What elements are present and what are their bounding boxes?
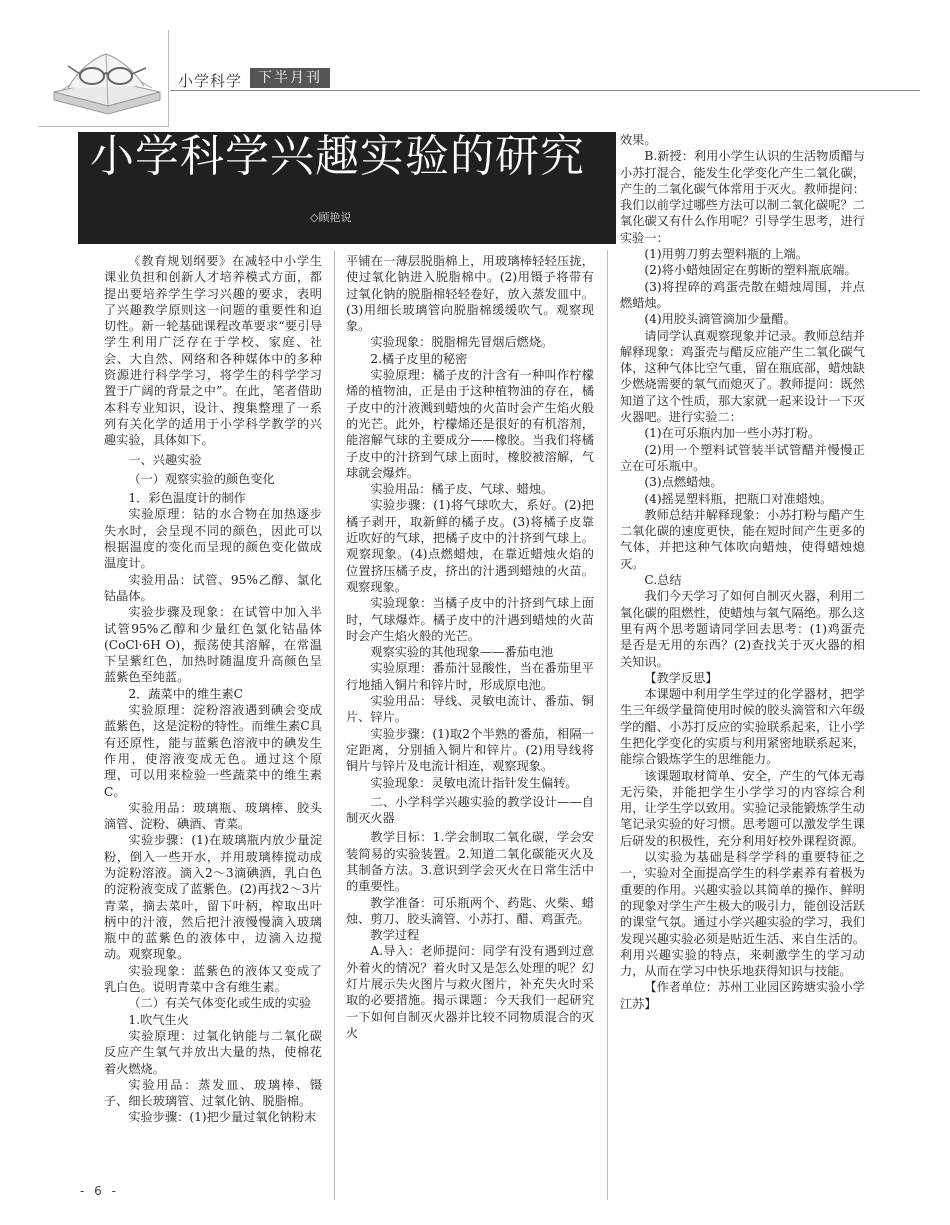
paragraph: 实验用品：导线、灵敏电流计、番茄、铜片、锌片。 (346, 694, 594, 725)
book-glasses-icon (48, 40, 166, 120)
paragraph: 实验原理：钴的水合物在加热逐步失水时，会呈现不同的颜色，因此可以根据温度的变化而呈现的颜色变化做成温度计。 (104, 507, 322, 571)
list-item: (3)将捏碎的鸡蛋壳散在蜡烛周围，并点燃蜡烛。 (620, 279, 865, 310)
page-number: - 6 - (80, 1184, 119, 1198)
paragraph: 教师总结并解释现象：小苏打粉与醋产生二氧化碳的速度更快，能在短时间产生更多的气体，并把这种气体吹向蜡烛，使得蜡烛熄灭。 (620, 507, 865, 571)
paragraph: 实验原理：过氧化钠能与二氧化碳反应产生氧气并放出大量的热，使棉花着火燃烧。 (104, 1028, 322, 1076)
item-heading: 2.橘子皮里的秘密 (370, 351, 468, 366)
paragraph: 实验原理：橘子皮的汁含有一种叫作柠檬烯的植物油，正是由于这种植物油的存在，橘子皮中的汁液溅到蜡烛的火苗时会产生焰火般的光芒。此外，柠檬烯还是很好的有机溶剂，能溶解气球的主要成分——橡胶。当我们将橘子皮中的汁挤到气球上面时，橡胶被溶解，气球就会爆炸。 (346, 368, 594, 480)
paragraph: 我们今天学习了如何自制灭火器，利用二氧化碳的阻燃性，使蜡烛与氧气隔绝。那么这里有两个思考题请同学回去思考：(1)鸡蛋壳是否是无用的东西？(2)查找关于灭火器的相关知识。 (620, 589, 865, 669)
text-column-3 (620, 132, 865, 1202)
author-affiliation: 【作者单位：苏州工业园区跨塘实验小学 江苏】 (620, 980, 865, 1011)
paragraph: 实验现象：蓝紫色的液体又变成了乳白色。说明青菜中含有维生素。 (104, 963, 322, 995)
list-item: (2)将小蜡烛固定在剪断的塑料瓶底端。 (644, 263, 857, 278)
section-heading: 一、兴趣实验 (128, 452, 202, 467)
title-banner (78, 132, 616, 244)
paragraph: 实验原理：淀粉溶液遇到碘会变成蓝紫色，这是淀粉的特性。而维生素C具有还原性，能与蓝紫色溶液中的碘发生作用，使溶液变成无色。通过这个原理，可以用来检验一些蔬菜中的维生素C。 (104, 703, 322, 799)
subsection-heading: （二）有关气体变化或生成的实验 (128, 996, 312, 1011)
paragraph: 以实验为基础是科学学科的重要特征之一，实验对全面提高学生的科学素养有着极为重要的作用。兴趣实验以其简单的操作、鲜明的现象对学生产生极大的吸引力，能创设活跃的课堂气氛。通过小学兴趣实验的学习，我们发现兴趣实验必须是贴近生活、来自生活的。利用兴趣实验的特点，来刺激学生的学习动力，从而在学习中快乐地获得知识与技能。 (620, 850, 865, 979)
item-heading: 教学过程 (370, 928, 420, 943)
paragraph: 效果。 (620, 133, 657, 147)
paragraph: 实验步骤：(1)将气球吹大，系好。(2)把橘子剥开，取新鲜的橘子皮。(3)将橘子皮靠近吹好的气球，把橘子皮中的汁挤到气球上。观察现象。(4)点燃蜡烛，在靠近蜡烛火焰的位置挤压橘子皮，挤出的汁遇到蜡烛的火苗。观察现象。 (346, 498, 594, 594)
item-heading: 1．彩色温度计的制作 (128, 491, 246, 506)
item-heading: 2．蔬菜中的维生素C (128, 686, 243, 701)
list-item: (4)用胶头滴管滴加少量醋。 (644, 312, 796, 327)
text-column-2 (346, 253, 594, 1201)
issue-badge: 下半月刊 (250, 68, 330, 88)
paragraph: 本课题中利用学生学过的化学器材，把学生三年级学量筒使用时候的胶头滴管和六年级学的醋、小苏打反应的实验联系起来，让小学生把化学变化的实质与利用紧密地联系起来，能综合锻炼学生的思维能力。 (620, 687, 865, 767)
paragraph: 实验用品：试管、95%乙醇、氯化钴晶体。 (104, 572, 322, 603)
paragraph: 平铺在一薄层脱脂棉上，用玻璃棒轻轻压拢，使过氧化钠进入脱脂棉中。(2)用镊子将带有过氧化钠的脱脂棉轻轻卷好，放入蒸发皿中。(3)用细长玻璃管向脱脂棉缓缓吹气。观察现象。 (346, 254, 594, 334)
item-heading: 观察实验的其他现象——番茄电池 (370, 645, 554, 660)
paragraph: 实验步骤及现象：在试管中加入半试管95%乙醇和少量红色氯化钴晶体(CoCl·6H O)，振荡使其溶解，在常温下呈紫红色，加热时随温度升高颜色呈蓝紫色至纯蓝。 (104, 605, 322, 685)
paragraph: 该课题取材简单、安全，产生的气体无毒无污染，并能把学生小学学习的内容综合利用，让学生学以致用。实验记录能锻炼学生动笔记录实验的好习惯。思考题可以激发学生课后研发的积极性，充分利用好校外课程资源。 (620, 768, 865, 848)
list-item: (1)用剪刀剪去塑料瓶的上端。 (644, 247, 808, 262)
paragraph: A.导入：老师提问：同学有没有遇到过意外着火的情况？着火时又是怎么处理的呢？幻灯片展示失火图片与救火图片，补充失火时采取的必要措施。揭示课题：今天我们一起研究一下如何自制灭火器并比较不同物质混合的灭火 (346, 944, 594, 1040)
paragraph: 实验用品：橘子皮、气球、蜡烛。 (370, 482, 554, 497)
paragraph: 实验现象：脱脂棉先冒烟后燃烧。 (370, 335, 554, 350)
paragraph: 实验用品：蒸发皿、玻璃棒、镊子、细长玻璃管、过氧化钠、脱脂棉。 (104, 1077, 322, 1109)
list-item: (1)在可乐瓶内加一些小苏打粉。 (644, 426, 821, 441)
paragraph: 实验步骤：(1)把少量过氧化钠粉末 (128, 1110, 317, 1125)
paragraph: 请同学认真观察现象并记录。教师总结并解释现象：鸡蛋壳与醋反应能产生二氧化碳气体，这种气体比空气重，留在瓶底部，蜡烛缺少燃烧需要的氧气而熄灭了。教师提问：既然知道了这个性质，那大家就一起来设计一下灭火器吧。进行实验二： (620, 328, 865, 425)
list-item: (4)摇晃塑料瓶，把瓶口对准蜡烛。 (644, 491, 833, 506)
item-heading: 1.吹气生火 (128, 1012, 189, 1027)
paragraph: 实验原理：番茄汁显酸性，当在番茄里平行地插入铜片和锌片时，形成原电池。 (346, 661, 594, 692)
subsection-heading: （一）观察实验的颜色变化 (128, 471, 275, 486)
section-heading: 二、小学科学兴趣实验的教学设计——自制灭火器 (346, 794, 594, 826)
paragraph: B.新授：利用小学生认识的生活物质醋与小苏打混合，能发生化学变化产生二氧化碳，产生的二氧化碳气体常用于灭火。教师提问：我们以前学过哪些方法可以制二氧化碳呢？二氧化碳又有什么作用呢？引导学生思考，进行实验一： (620, 149, 865, 245)
item-heading: C.总结 (644, 573, 682, 588)
column-divider (334, 250, 335, 1200)
article-author: ◇顾艳说 (310, 211, 352, 224)
article-title: 小学科学兴趣实验的研究 (90, 132, 585, 182)
text-column-1 (104, 253, 322, 1201)
paragraph: 实验步骤：(1)在玻璃瓶内放少量淀粉，倒入一些开水，并用玻璃棒搅动成为淀粉溶液。滴入2～3滴碘酒，乳白色的淀粉液变成了蓝紫色。(2)再找2～3片青菜，摘去菜叶，留下叶柄，榨取出叶柄中的汁液，然后把汁液慢慢滴入玻璃瓶中的蓝紫色的液体中，边滴入边搅动。观察现象。 (104, 833, 322, 962)
paragraph: 实验现象：灵敏电流计指针发生偏转。 (370, 775, 578, 790)
column-divider (607, 250, 608, 1200)
section-heading: 【教学反思】 (644, 670, 718, 685)
journal-name: 小学科学 (178, 72, 243, 90)
paragraph: 实验步骤：(1)取2个半熟的番茄，相隔一定距离，分别插入铜片和锌片。(2)用导线将铜片与锌片及电流计相连，观察现象。 (346, 726, 594, 774)
paragraph: 教学目标：1.学会制取二氧化碳，学会安装简易的实验装置。2.知道二氧化碳能灭火及其制备方法。3.意识到学会灭火在日常生活中的重要性。 (346, 830, 594, 894)
paragraph: 实验现象：当橘子皮中的汁挤到气球上面时，气球爆炸。橘子皮中的汁遇到蜡烛的火苗时会产生焰火般的光芒。 (346, 596, 594, 643)
list-item: (2)用一个塑料试管装半试管醋并慢慢正立在可乐瓶中。 (620, 442, 865, 473)
list-item: (3)点燃蜡烛。 (644, 475, 723, 490)
paragraph: 教学准备：可乐瓶两个、药匙、火柴、蜡烛、剪刀、胶头滴管、小苏打、醋、鸡蛋壳。 (346, 895, 594, 926)
paragraph: 《教育规划纲要》在减轻中小学生课业负担和创新人才培养模式方面，都提出要培养学生学习兴趣的要求，表明了兴趣教学原则这一问题的重要性和迫切性。新一轮基础课程改革要求“要引导学生利用广泛存在于学校、家庭、社会、大自然、网络和各种媒体中的多种资源进行科学学习，将学生的科学学习置于广阔的背景之中”。在此，笔者借助本科专业知识，设计、搜集整理了一系列有关化学的适用于小学科学教学的兴趣实验，具体如下。 (104, 254, 322, 448)
paragraph: 实验用品：玻璃瓶、玻璃棒、胶头滴管、淀粉、碘酒、青菜。 (104, 800, 322, 832)
header-divider (170, 90, 920, 91)
